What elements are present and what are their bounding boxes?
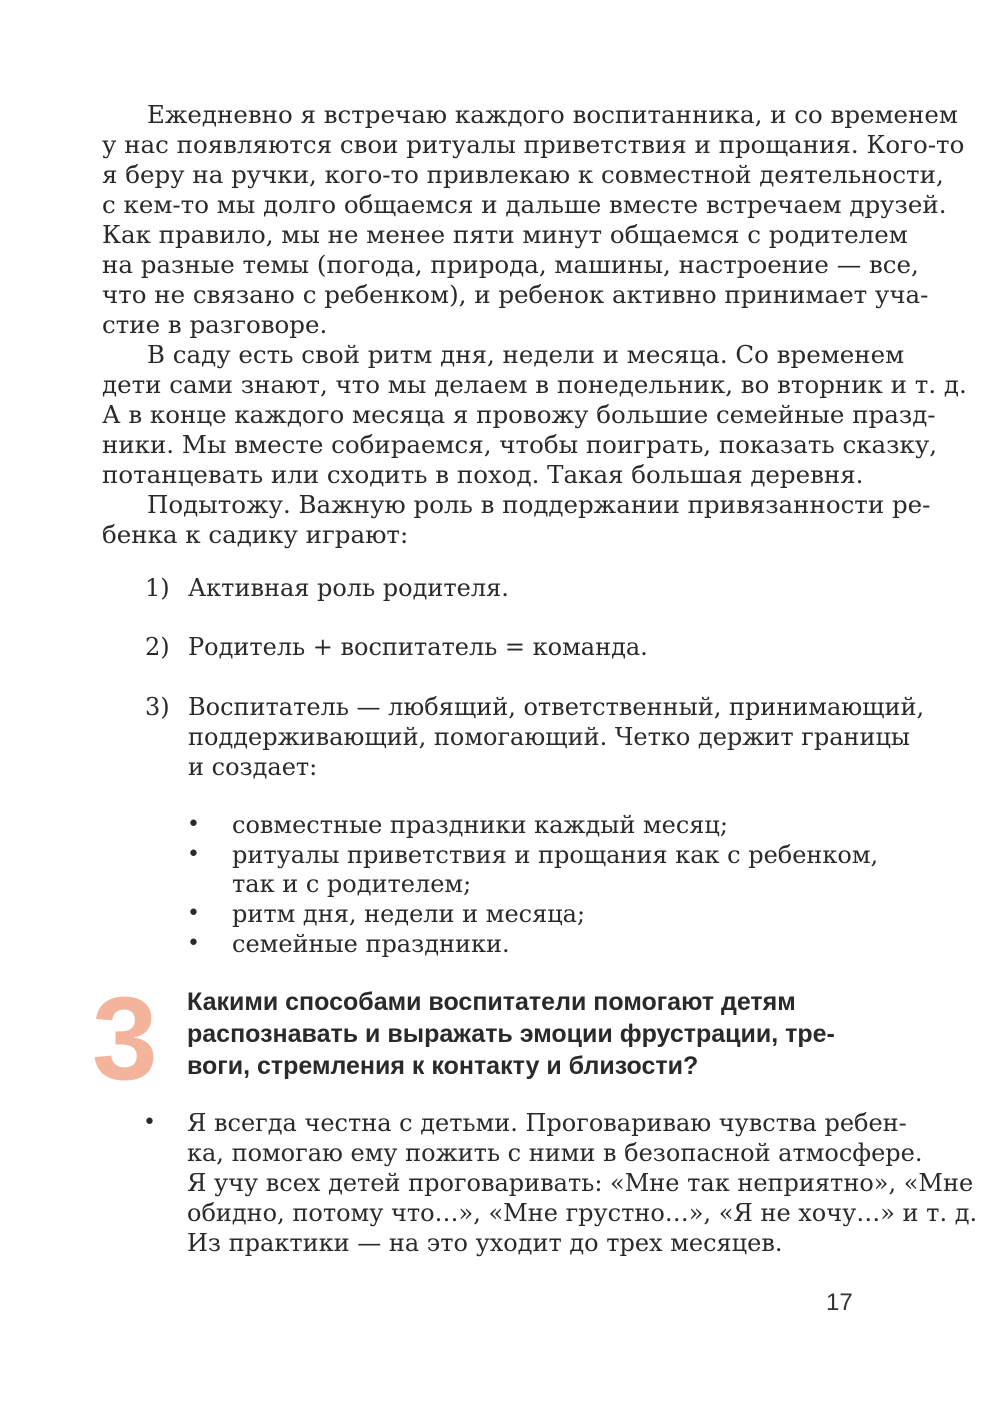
answer-line: Из практики — на это уходит до трех месяцев. xyxy=(187,1229,783,1257)
text-line: Как правило, мы не менее пяти минут общаемся с родителем xyxy=(102,220,908,249)
answer-line: Я всегда честна с детьми. Проговариваю чувства ребен- xyxy=(187,1109,907,1137)
answer-line: обидно, потому что…», «Мне грустно…», «Я не хочу…» и т. д. xyxy=(187,1199,978,1227)
page-number: 17 xyxy=(826,1289,853,1316)
text-line: что не связано с ребенком), и ребенок активно принимает уча- xyxy=(102,280,929,309)
text-line: потанцевать или сходить в поход. Такая большая деревня. xyxy=(102,460,864,489)
text-line: на разные темы (погода, природа, машины, настроение — все, xyxy=(102,250,919,279)
bullet-icon: • xyxy=(187,931,200,956)
text-line: с кем-то мы долго общаемся и дальше вместе встречаем друзей. xyxy=(102,190,947,219)
list-item-text: Активная роль родителя. xyxy=(188,574,509,602)
list-item-text: так и с родителем; xyxy=(232,870,472,898)
text-line: Подытожу. Важную роль в поддержании привязанности ре- xyxy=(147,490,931,519)
text-line: А в конце каждого месяца я провожу большие семейные празд- xyxy=(102,400,936,429)
text-line: дети сами знают, что мы делаем в понедельник, во вторник и т. д. xyxy=(102,370,967,399)
answer-line: Я учу всех детей проговаривать: «Мне так неприятно», «Мне xyxy=(187,1169,974,1197)
heading-line: распознавать и выражать эмоции фрустрации, тре- xyxy=(187,1020,835,1048)
text-line: стие в разговоре. xyxy=(102,310,328,339)
list-item-text: Воспитатель — любящий, ответственный, принимающий, xyxy=(188,693,925,721)
text-line: бенка к садику играют: xyxy=(102,520,409,549)
heading-line: Какими способами воспитатели помогают детям xyxy=(187,988,796,1016)
list-item-text: Родитель + воспитатель = команда. xyxy=(188,633,648,661)
list-number: 3) xyxy=(145,693,170,721)
list-item-text: ритуалы приветствия и прощания как с ребенком, xyxy=(232,841,879,869)
bullet-icon: • xyxy=(187,901,200,926)
text-line: у нас появляются свои ритуалы приветствия и прощания. Кого-то xyxy=(102,130,965,159)
list-item-text: семейные праздники. xyxy=(232,930,510,958)
heading-line: воги, стремления к контакту и близости? xyxy=(187,1052,699,1080)
list-item-text: совместные праздники каждый месяц; xyxy=(232,811,728,839)
list-item-text: и создает: xyxy=(188,753,318,781)
list-number: 2) xyxy=(145,633,170,661)
list-item-text: поддерживающий, помогающий. Четко держит границы xyxy=(188,723,911,751)
text-line: я беру на ручки, кого-то привлекаю к совместной деятельности, xyxy=(102,160,944,189)
section-number: 3 xyxy=(92,973,158,1105)
answer-line: ка, помогаю ему пожить с ними в безопасной атмосфере. xyxy=(187,1139,923,1167)
text-line: Ежедневно я встречаю каждого воспитанника, и со временем xyxy=(147,100,958,129)
list-number: 1) xyxy=(145,574,170,602)
bullet-icon: • xyxy=(143,1110,156,1135)
text-line: ники. Мы вместе собираемся, чтобы поиграть, показать сказку, xyxy=(102,430,938,459)
list-item-text: ритм дня, недели и месяца; xyxy=(232,900,586,928)
bullet-icon: • xyxy=(187,842,200,867)
bullet-icon: • xyxy=(187,812,200,837)
text-line: В саду есть свой ритм дня, недели и месяца. Со временем xyxy=(147,340,905,369)
